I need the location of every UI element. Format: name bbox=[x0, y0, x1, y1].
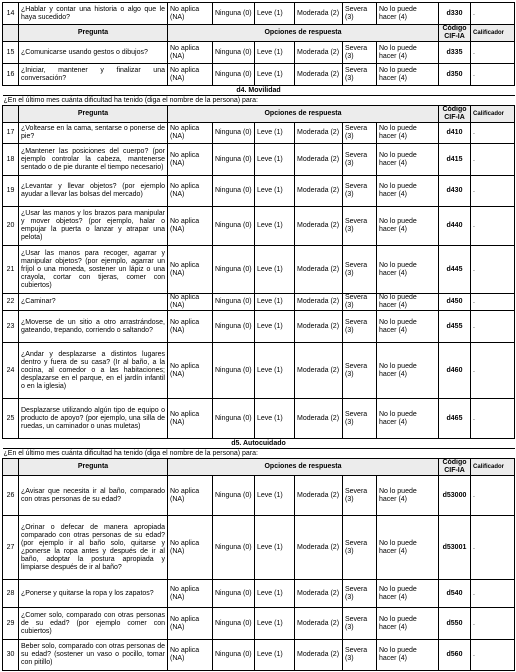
question-text: ¿Andar y desplazarse a distintos lugares dentro y fuera de su casa? (Ir al baño, a la cocina, al comedor o a las habitaciones; desplazarse en el parque, en el jardín infantil o en la iglesia) bbox=[19, 343, 168, 399]
option-no-aplica[interactable]: No aplica (NA) bbox=[168, 246, 213, 294]
question-text: ¿Avisar que necesita ir al baño, comparado con otras personas de su edad? bbox=[19, 476, 168, 516]
qualifier-field[interactable]: . bbox=[471, 42, 515, 64]
header-opciones: Opciones de respuesta bbox=[168, 106, 439, 123]
option-no-lo-puede-hacer[interactable]: No lo puede hacer (4) bbox=[377, 176, 439, 207]
option-no-aplica[interactable]: No aplica (NA) bbox=[168, 42, 213, 64]
question-text: ¿Comer solo, comparado con otras personas de su edad? (por ejemplo comer con cubiertos) bbox=[19, 608, 168, 640]
option-ninguna[interactable]: Ninguna (0) bbox=[213, 608, 255, 640]
question-number: 30 bbox=[3, 640, 19, 671]
option-moderada[interactable]: Moderada (2) bbox=[295, 294, 343, 311]
qualifier-field[interactable]: . bbox=[471, 311, 515, 343]
option-ninguna[interactable]: Ninguna (0) bbox=[213, 516, 255, 580]
question-text: ¿Mantener las posiciones del cuerpo? (por ejemplo controlar la cabeza, mantenerse sentado o de pie durante el tiempo necesario) bbox=[19, 144, 168, 176]
questionnaire-sheet bbox=[2, 2, 514, 671]
questionnaire-table bbox=[2, 2, 515, 671]
option-moderada[interactable]: Moderada (2) bbox=[295, 311, 343, 343]
option-moderada[interactable]: Moderada (2) bbox=[295, 176, 343, 207]
option-ninguna[interactable]: Ninguna (0) bbox=[213, 580, 255, 608]
header-pregunta: Pregunta bbox=[19, 459, 168, 476]
intro-row bbox=[3, 449, 515, 459]
option-moderada[interactable]: Moderada (2) bbox=[295, 123, 343, 144]
option-no-aplica[interactable]: No aplica (NA) bbox=[168, 294, 213, 311]
question-number: 17 bbox=[3, 123, 19, 144]
option-no-lo-puede-hacer[interactable]: No lo puede hacer (4) bbox=[377, 399, 439, 439]
option-severa[interactable]: Severa (3) bbox=[343, 3, 377, 25]
option-leve[interactable]: Leve (1) bbox=[255, 516, 295, 580]
question-row bbox=[3, 207, 515, 246]
option-ninguna[interactable]: Ninguna (0) bbox=[213, 640, 255, 671]
option-ninguna[interactable]: Ninguna (0) bbox=[213, 144, 255, 176]
question-row bbox=[3, 640, 515, 671]
question-number: 29 bbox=[3, 608, 19, 640]
question-text: ¿Comunicarse usando gestos o dibujos? bbox=[19, 42, 168, 64]
question-row bbox=[3, 399, 515, 439]
option-severa[interactable]: Severa (3) bbox=[343, 144, 377, 176]
option-moderada[interactable]: Moderada (2) bbox=[295, 207, 343, 246]
cif-code: d540 bbox=[439, 580, 471, 608]
option-no-lo-puede-hacer[interactable]: No lo puede hacer (4) bbox=[377, 640, 439, 671]
question-number: 18 bbox=[3, 144, 19, 176]
qualifier-field[interactable]: . bbox=[471, 399, 515, 439]
question-number: 28 bbox=[3, 580, 19, 608]
option-no-lo-puede-hacer[interactable]: No lo puede hacer (4) bbox=[377, 42, 439, 64]
option-no-lo-puede-hacer[interactable]: No lo puede hacer (4) bbox=[377, 123, 439, 144]
qualifier-field[interactable]: . bbox=[471, 64, 515, 86]
qualifier-field[interactable]: . bbox=[471, 343, 515, 399]
option-severa[interactable]: Severa (3) bbox=[343, 123, 377, 144]
option-leve[interactable]: Leve (1) bbox=[255, 311, 295, 343]
question-row bbox=[3, 580, 515, 608]
intro-text: ¿En el último mes cuánta dificultad ha tenido (diga el nombre de la persona) para: bbox=[3, 449, 515, 459]
option-no-aplica[interactable]: No aplica (NA) bbox=[168, 343, 213, 399]
header-blank bbox=[3, 25, 19, 42]
option-no-aplica[interactable]: No aplica (NA) bbox=[168, 123, 213, 144]
header-blank bbox=[3, 106, 19, 123]
header-calificador: Calificador bbox=[471, 459, 515, 476]
question-text: Beber solo, comparado con otras personas de su edad? (sostener un vaso o pocillo, tomar con pitillo) bbox=[19, 640, 168, 671]
question-row bbox=[3, 42, 515, 64]
question-number: 22 bbox=[3, 294, 19, 311]
option-ninguna[interactable]: Ninguna (0) bbox=[213, 176, 255, 207]
cif-code: d410 bbox=[439, 123, 471, 144]
option-no-lo-puede-hacer[interactable]: No lo puede hacer (4) bbox=[377, 207, 439, 246]
option-ninguna[interactable]: Ninguna (0) bbox=[213, 399, 255, 439]
option-leve[interactable]: Leve (1) bbox=[255, 476, 295, 516]
option-leve[interactable]: Leve (1) bbox=[255, 207, 295, 246]
cif-code: d460 bbox=[439, 343, 471, 399]
question-text: ¿Levantar y llevar objetos? (por ejemplo ayudar a llevar las bolsas del mercado) bbox=[19, 176, 168, 207]
option-no-aplica[interactable]: No aplica (NA) bbox=[168, 311, 213, 343]
question-text: ¿Orinar o defecar de manera apropiada comparado con otras personas de su edad? (por ejemplo ir al baño solo, quitarse y ¿ponerse la ropa antes y después de ir al baño, adoptar la postura apropiada y limpiarse después de ir al baño? bbox=[19, 516, 168, 580]
option-moderada[interactable]: Moderada (2) bbox=[295, 516, 343, 580]
question-number: 14 bbox=[3, 3, 19, 25]
question-number: 27 bbox=[3, 516, 19, 580]
section-title-movilidad: d4. Movilidad bbox=[236, 87, 281, 94]
header-calificador: Calificador bbox=[471, 25, 515, 42]
option-severa[interactable]: Severa (3) bbox=[343, 580, 377, 608]
option-severa[interactable]: Severa (3) bbox=[343, 516, 377, 580]
option-moderada[interactable]: Moderada (2) bbox=[295, 476, 343, 516]
option-no-lo-puede-hacer[interactable]: No lo puede hacer (4) bbox=[377, 246, 439, 294]
option-no-aplica[interactable]: No aplica (NA) bbox=[168, 64, 213, 86]
question-number: 21 bbox=[3, 246, 19, 294]
option-moderada[interactable]: Moderada (2) bbox=[295, 64, 343, 86]
table-header-row bbox=[3, 106, 515, 123]
question-text: ¿Usar las manos y los brazos para manipular y mover objetos? (por ejemplo, halar o empujar la puerta o lanzar y atrapar una pelota) bbox=[19, 207, 168, 246]
question-text: ¿Voltearse en la cama, sentarse o ponerse de pie? bbox=[19, 123, 168, 144]
option-no-lo-puede-hacer[interactable]: No lo puede hacer (4) bbox=[377, 311, 439, 343]
qualifier-field[interactable]: . bbox=[471, 246, 515, 294]
question-number: 16 bbox=[3, 64, 19, 86]
question-text: Desplazarse utilizando algún tipo de equipo o producto de apoyo? (por ejemplo, una silla de ruedas, un caminador o unas muletas) bbox=[19, 399, 168, 439]
qualifier-field[interactable]: . bbox=[471, 207, 515, 246]
option-leve[interactable]: Leve (1) bbox=[255, 640, 295, 671]
question-row bbox=[3, 144, 515, 176]
option-ninguna[interactable]: Ninguna (0) bbox=[213, 311, 255, 343]
option-leve[interactable]: Leve (1) bbox=[255, 294, 295, 311]
cif-code: d330 bbox=[439, 3, 471, 25]
option-moderada[interactable]: Moderada (2) bbox=[295, 608, 343, 640]
question-row bbox=[3, 343, 515, 399]
option-severa[interactable]: Severa (3) bbox=[343, 42, 377, 64]
option-no-aplica[interactable]: No aplica (NA) bbox=[168, 207, 213, 246]
cif-code: d445 bbox=[439, 246, 471, 294]
option-moderada[interactable]: Moderada (2) bbox=[295, 399, 343, 439]
qualifier-field[interactable]: . bbox=[471, 144, 515, 176]
option-leve[interactable]: Leve (1) bbox=[255, 608, 295, 640]
qualifier-field[interactable]: . bbox=[471, 123, 515, 144]
option-severa[interactable]: Severa (3) bbox=[343, 608, 377, 640]
option-severa[interactable]: Severa (3) bbox=[343, 176, 377, 207]
question-number: 25 bbox=[3, 399, 19, 439]
option-ninguna[interactable]: Ninguna (0) bbox=[213, 3, 255, 25]
option-ninguna[interactable]: Ninguna (0) bbox=[213, 123, 255, 144]
intro-row bbox=[3, 96, 515, 106]
option-no-aplica[interactable]: No aplica (NA) bbox=[168, 3, 213, 25]
option-ninguna[interactable]: Ninguna (0) bbox=[213, 42, 255, 64]
question-text: ¿Iniciar, mantener y finalizar una conversación? bbox=[19, 64, 168, 86]
question-row bbox=[3, 608, 515, 640]
table-header-row bbox=[3, 25, 515, 42]
question-row bbox=[3, 311, 515, 343]
qualifier-field[interactable]: . bbox=[471, 476, 515, 516]
qualifier-field[interactable]: . bbox=[471, 580, 515, 608]
section-row bbox=[3, 439, 515, 449]
qualifier-field[interactable]: . bbox=[471, 640, 515, 671]
option-severa[interactable]: Severa (3) bbox=[343, 207, 377, 246]
question-number: 15 bbox=[3, 42, 19, 64]
header-codigo: Código CIF-IA bbox=[439, 106, 471, 123]
option-no-lo-puede-hacer[interactable]: No lo puede hacer (4) bbox=[377, 476, 439, 516]
option-severa[interactable]: Severa (3) bbox=[343, 246, 377, 294]
option-no-aplica[interactable]: No aplica (NA) bbox=[168, 608, 213, 640]
option-leve[interactable]: Leve (1) bbox=[255, 580, 295, 608]
option-ninguna[interactable]: Ninguna (0) bbox=[213, 207, 255, 246]
option-severa[interactable]: Severa (3) bbox=[343, 294, 377, 311]
option-no-aplica[interactable]: No aplica (NA) bbox=[168, 640, 213, 671]
header-codigo: Código CIF-IA bbox=[439, 459, 471, 476]
question-text: ¿Moverse de un sitio a otro arrastrándose, gateando, trepando, corriendo o saltando? bbox=[19, 311, 168, 343]
option-no-lo-puede-hacer[interactable]: No lo puede hacer (4) bbox=[377, 144, 439, 176]
question-number: 23 bbox=[3, 311, 19, 343]
header-calificador: Calificador bbox=[471, 106, 515, 123]
option-no-lo-puede-hacer[interactable]: No lo puede hacer (4) bbox=[377, 343, 439, 399]
option-severa[interactable]: Severa (3) bbox=[343, 343, 377, 399]
qualifier-field[interactable]: . bbox=[471, 516, 515, 580]
option-no-aplica[interactable]: No aplica (NA) bbox=[168, 399, 213, 439]
header-pregunta: Pregunta bbox=[19, 25, 168, 42]
cif-code: d560 bbox=[439, 640, 471, 671]
question-row bbox=[3, 294, 515, 311]
header-opciones: Opciones de respuesta bbox=[168, 459, 439, 476]
option-moderada[interactable]: Moderada (2) bbox=[295, 580, 343, 608]
cif-code: d455 bbox=[439, 311, 471, 343]
cif-code: d440 bbox=[439, 207, 471, 246]
option-leve[interactable]: Leve (1) bbox=[255, 42, 295, 64]
cif-code: d53001 bbox=[439, 516, 471, 580]
cif-code: d335 bbox=[439, 42, 471, 64]
intro-text: ¿En el último mes cuánta dificultad ha tenido (diga el nombre de la persona) para: bbox=[3, 96, 515, 106]
option-leve[interactable]: Leve (1) bbox=[255, 123, 295, 144]
section-title-autocuidado: d5. Autocuidado bbox=[231, 440, 286, 447]
option-moderada[interactable]: Moderada (2) bbox=[295, 640, 343, 671]
option-severa[interactable]: Severa (3) bbox=[343, 640, 377, 671]
header-blank bbox=[3, 459, 19, 476]
question-row bbox=[3, 246, 515, 294]
cif-code: d430 bbox=[439, 176, 471, 207]
option-no-aplica[interactable]: No aplica (NA) bbox=[168, 176, 213, 207]
option-leve[interactable]: Leve (1) bbox=[255, 3, 295, 25]
section-row bbox=[3, 86, 515, 96]
qualifier-field[interactable]: . bbox=[471, 3, 515, 25]
question-text: ¿Ponerse y quitarse la ropa y los zapatos? bbox=[19, 580, 168, 608]
question-text: ¿Hablar y contar una historia o algo que le haya sucedido? bbox=[19, 3, 168, 25]
option-no-lo-puede-hacer[interactable]: No lo puede hacer (4) bbox=[377, 294, 439, 311]
option-leve[interactable]: Leve (1) bbox=[255, 399, 295, 439]
option-no-lo-puede-hacer[interactable]: No lo puede hacer (4) bbox=[377, 64, 439, 86]
option-moderada[interactable]: Moderada (2) bbox=[295, 343, 343, 399]
question-text: ¿Usar las manos para recoger, agarrar y manipular objetos? (por ejemplo, agarrar un fríjol o una moneda, sostener un lápiz o una crayola, cortar con tijeras, comer con cubiertos) bbox=[19, 246, 168, 294]
question-number: 19 bbox=[3, 176, 19, 207]
qualifier-field[interactable]: . bbox=[471, 176, 515, 207]
cif-code: d550 bbox=[439, 608, 471, 640]
option-ninguna[interactable]: Ninguna (0) bbox=[213, 476, 255, 516]
header-pregunta: Pregunta bbox=[19, 106, 168, 123]
question-row bbox=[3, 64, 515, 86]
option-severa[interactable]: Severa (3) bbox=[343, 311, 377, 343]
option-severa[interactable]: Severa (3) bbox=[343, 399, 377, 439]
qualifier-field[interactable]: . bbox=[471, 294, 515, 311]
option-leve[interactable]: Leve (1) bbox=[255, 64, 295, 86]
question-row bbox=[3, 476, 515, 516]
option-no-lo-puede-hacer[interactable]: No lo puede hacer (4) bbox=[377, 516, 439, 580]
table-header-row bbox=[3, 459, 515, 476]
option-leve[interactable]: Leve (1) bbox=[255, 343, 295, 399]
question-number: 20 bbox=[3, 207, 19, 246]
option-moderada[interactable]: Moderada (2) bbox=[295, 246, 343, 294]
option-severa[interactable]: Severa (3) bbox=[343, 476, 377, 516]
option-ninguna[interactable]: Ninguna (0) bbox=[213, 343, 255, 399]
question-text: ¿Caminar? bbox=[19, 294, 168, 311]
option-no-lo-puede-hacer[interactable]: No lo puede hacer (4) bbox=[377, 3, 439, 25]
qualifier-field[interactable]: . bbox=[471, 608, 515, 640]
question-number: 26 bbox=[3, 476, 19, 516]
option-no-lo-puede-hacer[interactable]: No lo puede hacer (4) bbox=[377, 608, 439, 640]
option-no-aplica[interactable]: No aplica (NA) bbox=[168, 516, 213, 580]
option-no-aplica[interactable]: No aplica (NA) bbox=[168, 476, 213, 516]
option-leve[interactable]: Leve (1) bbox=[255, 176, 295, 207]
option-moderada[interactable]: Moderada (2) bbox=[295, 3, 343, 25]
question-row bbox=[3, 516, 515, 580]
question-row bbox=[3, 123, 515, 144]
option-ninguna[interactable]: Ninguna (0) bbox=[213, 246, 255, 294]
cif-code: d415 bbox=[439, 144, 471, 176]
header-codigo: Código CIF-IA bbox=[439, 25, 471, 42]
option-severa[interactable]: Severa (3) bbox=[343, 64, 377, 86]
header-opciones: Opciones de respuesta bbox=[168, 25, 439, 42]
cif-code: d465 bbox=[439, 399, 471, 439]
option-no-aplica[interactable]: No aplica (NA) bbox=[168, 144, 213, 176]
question-row bbox=[3, 176, 515, 207]
cif-code: d53000 bbox=[439, 476, 471, 516]
question-row bbox=[3, 3, 515, 25]
cif-code: d350 bbox=[439, 64, 471, 86]
option-no-lo-puede-hacer[interactable]: No lo puede hacer (4) bbox=[377, 580, 439, 608]
option-moderada[interactable]: Moderada (2) bbox=[295, 144, 343, 176]
question-number: 24 bbox=[3, 343, 19, 399]
cif-code: d450 bbox=[439, 294, 471, 311]
option-moderada[interactable]: Moderada (2) bbox=[295, 42, 343, 64]
option-leve[interactable]: Leve (1) bbox=[255, 246, 295, 294]
option-leve[interactable]: Leve (1) bbox=[255, 144, 295, 176]
option-ninguna[interactable]: Ninguna (0) bbox=[213, 294, 255, 311]
option-ninguna[interactable]: Ninguna (0) bbox=[213, 64, 255, 86]
option-no-aplica[interactable]: No aplica (NA) bbox=[168, 580, 213, 608]
